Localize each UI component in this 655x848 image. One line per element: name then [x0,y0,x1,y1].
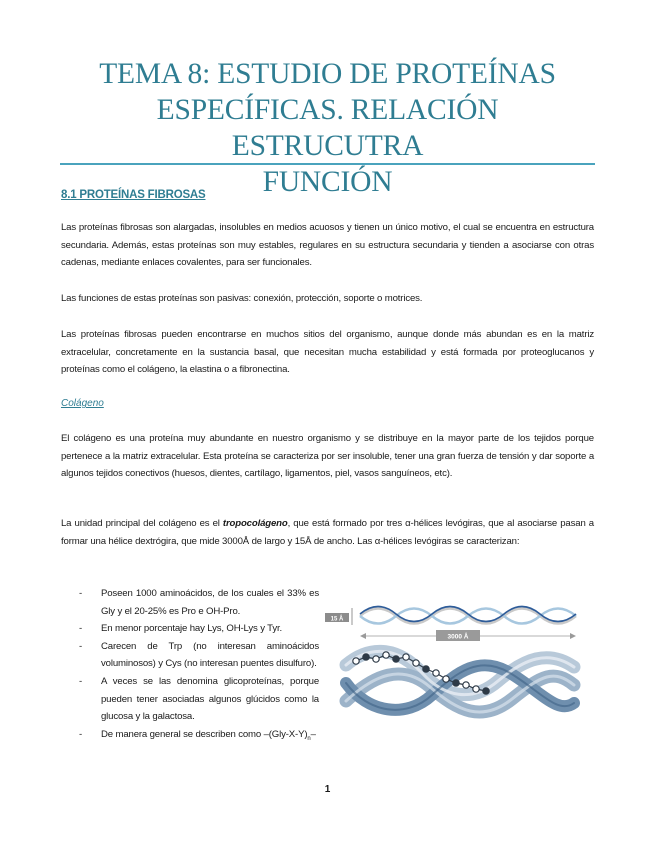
bullet-dash: - [79,623,83,635]
list-item-text: De manera general se describen como –(Gly-X-Y) [101,728,308,740]
thin-helix-illustration [360,607,576,624]
formula-subscript: n [307,735,311,742]
paragraph-tropocollagen [61,515,594,550]
tropocollagen-term: tropocolágeno [222,518,288,529]
paragraph-functions: Las funciones de estas proteínas son pasivas: conexión, protección, soporte o motrices. [61,293,423,304]
title-line-3: FUNCIÓN [262,166,393,198]
formula-tail: – [310,728,316,740]
list-item-text: Poseen 1000 aminoácidos, de los cuales el 33% es Gly y el 20-25% es Pro e OH-Pro. [101,588,319,617]
bullet-dash: - [79,640,83,652]
alpha-helix-features-list [61,585,319,748]
length-label: 3000 Å [447,633,469,641]
section-heading: 8.1 PROTEÍNAS FIBROSAS [61,189,206,201]
list-item-text: Carecen de Trp (no interesan aminoácidos voluminosos) y Cys (no interesan puentes disulfuro). [101,640,319,670]
list-item [61,638,319,673]
paragraph-location: Las proteínas fibrosas pueden encontrarse en muchos sitios del organismo, aunque donde más abundan es en la matriz extracelular, concretamente en la sustancia basal, que necesitan mucha estabilidad y está formada por proteoglucanos y proteínas como el colágeno, la elastina o a fibronectina. [61,329,594,376]
page-number: 1 [324,784,331,795]
title-line-2: ESPECÍFICAS. RELACIÓN ESTRUCUTRA [156,94,499,162]
tropocollagen-figure [322,603,582,745]
list-item [61,585,319,620]
list-item-text: A veces se las denomina glicoproteínas, porque pueden tener asociadas algunos glúcidos como la glucosa y la galactosa. [101,675,319,723]
title-divider [60,163,595,165]
list-item [61,620,319,638]
tropocollagen-text-after: , que está formado por tres α-hélices levógiras, que al asociarse pasan a formar una hélice dextrógira, que mide 3000Å de largo y 15Å de ancho. Las α-hélices levógiras se caracterizan: [61,518,594,547]
list-item [61,673,319,726]
list-item-text: En menor porcentaje hay Lys, OH-Lys y Tyr. [101,623,283,635]
bullet-dash: - [79,675,83,687]
collagen-heading: Colágeno [61,398,104,409]
paragraph-fibrous-intro: Las proteínas fibrosas son alargadas, insolubles en medios acuosos y tienen un único motivo, el cual se encuentra en estructura secundaria. Además, estas proteínas son muy estables, regulares en su estructura secundaria y tienden a asociarse con otras cadenas, mediante enlaces covalentes, para ser funcionales. [61,222,594,269]
width-label: 15 Å [330,616,344,623]
triple-helix-illustration [346,651,574,712]
list-item [61,726,319,749]
page-title [60,56,595,200]
bullet-dash: - [79,728,83,740]
bullet-dash: - [79,588,83,599]
tropocollagen-text-before: La unidad principal del colágeno es el [61,518,223,529]
title-line-1: TEMA 8: ESTUDIO DE PROTEÍNAS [99,58,556,90]
paragraph-collagen: El colágeno es una proteína muy abundante en nuestro organismo y se distribuye en la mayor parte de los tejidos porque pertenece a la matriz extracelular. Esta proteína se caracteriza por ser insoluble, tener una gran fuerza de tensión y dar soporte a algunos tejidos conectivos (huesos, dientes, cartílago, ligamentos, piel, vasos sanguíneos, etc). [61,433,594,480]
